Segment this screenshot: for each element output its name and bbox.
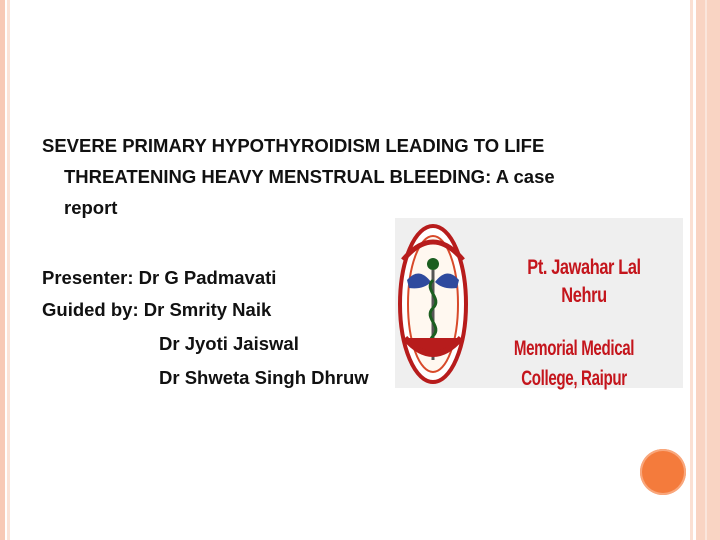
- right-border-stripe-line: [705, 0, 707, 540]
- guided-by-text: Guided by: Dr Smrity Naik: [42, 299, 272, 320]
- college-logo: [395, 218, 683, 388]
- college-name-line-2: Memorial Medical College, Raipur: [513, 337, 635, 390]
- presenter-text: Presenter: Dr G Padmavati: [42, 267, 277, 288]
- college-name-line-1: Pt. Jawahar Lal Nehru: [527, 256, 641, 307]
- guide-name-3: Dr Shweta Singh Dhruw: [159, 367, 369, 388]
- title-line-2: THREATENING HEAVY MENSTRUAL BLEEDING: A case: [64, 166, 555, 187]
- college-emblem-icon: [397, 220, 469, 386]
- slide-title: [42, 130, 602, 223]
- decorative-circle-icon: [640, 449, 686, 495]
- college-name: [465, 254, 683, 394]
- guide-name-2: Dr Jyoti Jaiswal: [159, 333, 299, 354]
- left-border-stripe-inner: [7, 0, 10, 540]
- title-line-3: report: [64, 197, 118, 218]
- right-border-stripe: [696, 0, 720, 540]
- title-line-1: SEVERE PRIMARY HYPOTHYROIDISM LEADING TO LIFE: [42, 135, 545, 156]
